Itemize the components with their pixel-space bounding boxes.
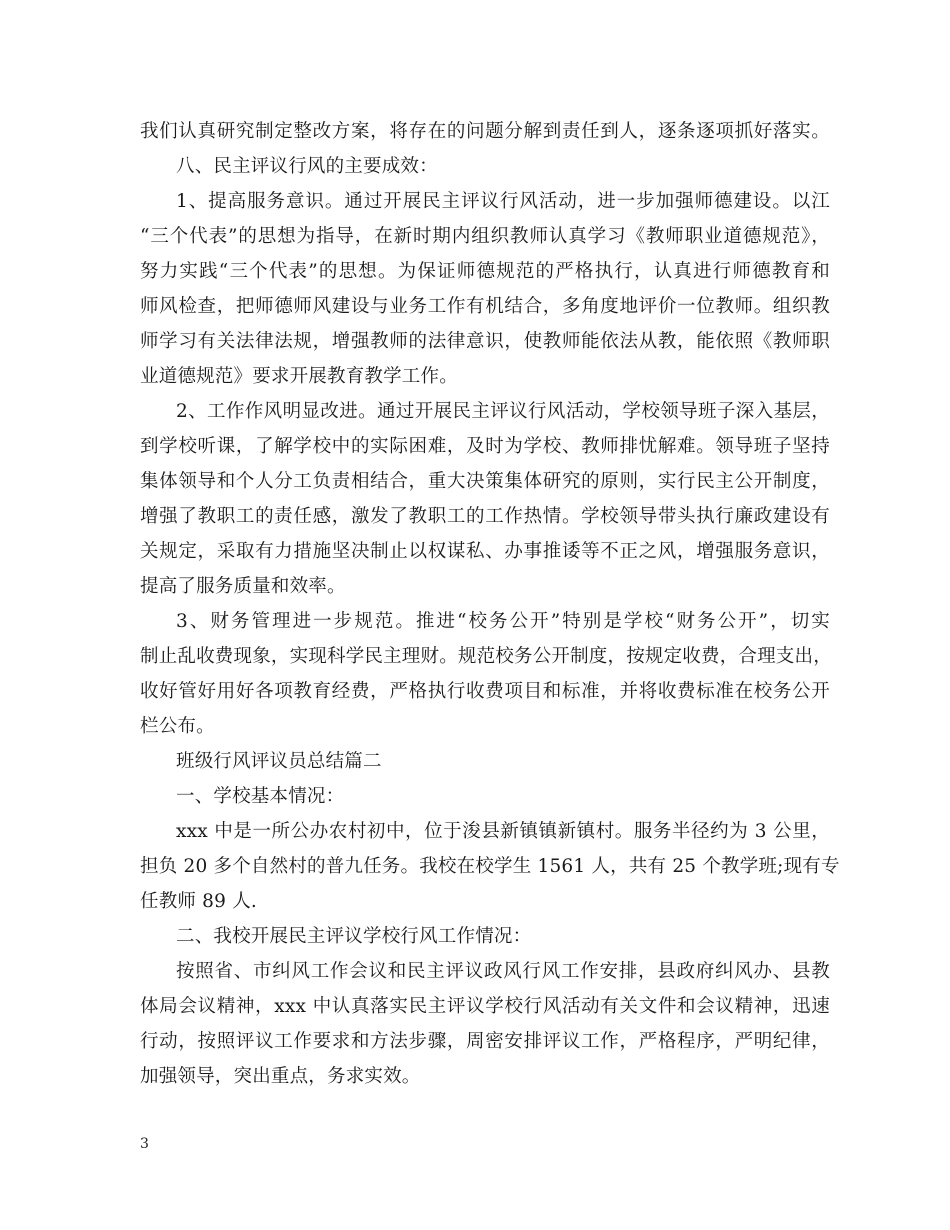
text-line: 集体领导和个人分工负责相结合，重大决策集体研究的原则，实行民主公开制度，	[140, 471, 830, 492]
text-line: 努力实践“三个代表”的思想。为保证师德规范的严格执行，认真进行师德教育和	[140, 261, 830, 282]
text-line: 提高了服务质量和效率。	[140, 576, 346, 597]
article-heading: 班级行风评议员总结篇二	[176, 751, 382, 772]
text-line: 加强领导，突出重点，务求实效。	[140, 1066, 421, 1087]
text-line: 任教师 89 人.	[140, 891, 257, 912]
section-heading: 一、学校基本情况：	[176, 786, 345, 807]
text-line: 按照省、市纠风工作会议和民主评议政风行风工作安排，县政府纠风办、县教	[176, 961, 830, 982]
text-line: xxx 中是一所公办农村初中，位于浚县新镇镇新镇村。服务半径约为 3 公里，	[176, 821, 830, 842]
text-line: 增强了教职工的责任感，激发了教职工的工作热情。学校领导带头执行廉政建设有	[140, 506, 830, 527]
text-line: 关规定，采取有力措施坚决制止以权谋私、办事推诿等不正之风，增强服务意识，	[140, 541, 830, 562]
text-line: “三个代表”的思想为指导，在新时期内组织教师认真学习《教师职业道德规范》，	[140, 226, 830, 247]
text-line: 到学校听课，了解学校中的实际困难，及时为学校、教师排忧解难。领导班子坚持	[140, 436, 830, 457]
text-line: 师学习有关法律法规，增强教师的法律意识，使教师能依法从教，能依照《教师职	[140, 331, 830, 352]
page-number: 3	[140, 1136, 149, 1152]
text-line: 1、提高服务意识。通过开展民主评议行风活动，进一步加强师德建设。以江	[176, 191, 830, 212]
text-line: 师风检查，把师德师风建设与业务工作有机结合，多角度地评价一位教师。组织教	[140, 296, 830, 317]
text-line: 我们认真研究制定整改方案，将存在的问题分解到责任到人，逐条逐项抓好落实。	[140, 121, 830, 142]
text-line: 业道德规范》要求开展教育教学工作。	[140, 366, 458, 387]
text-line: 制止乱收费现象，实现科学民主理财。规范校务公开制度，按规定收费，合理支出，	[140, 646, 832, 667]
text-line: 栏公布。	[140, 716, 215, 737]
text-line: 行动，按照评议工作要求和方法步骤，周密安排评议工作，严格程序，严明纪律，	[140, 1031, 830, 1052]
section-heading: 八、民主评议行风的主要成效：	[176, 156, 438, 177]
text-line: 担负 20 多个自然村的普九任务。我校在校学生 1561 人，共有 25 个教学班;现有专	[140, 856, 840, 877]
body-text	[140, 114, 840, 1094]
text-line: 体局会议精神，xxx 中认真落实民主评议学校行风活动有关文件和会议精神，迅速	[140, 996, 830, 1017]
text-line: 收好管好用好各项教育经费，严格执行收费项目和标准，并将收费标准在校务公开	[140, 681, 830, 702]
text-line: 3、财务管理进一步规范。推进“校务公开”特别是学校“财务公开”，切实	[176, 611, 830, 632]
text-line: 2、工作作风明显改进。通过开展民主评议行风活动，学校领导班子深入基层，	[176, 401, 830, 422]
section-heading: 二、我校开展民主评议学校行风工作情况：	[176, 926, 532, 947]
